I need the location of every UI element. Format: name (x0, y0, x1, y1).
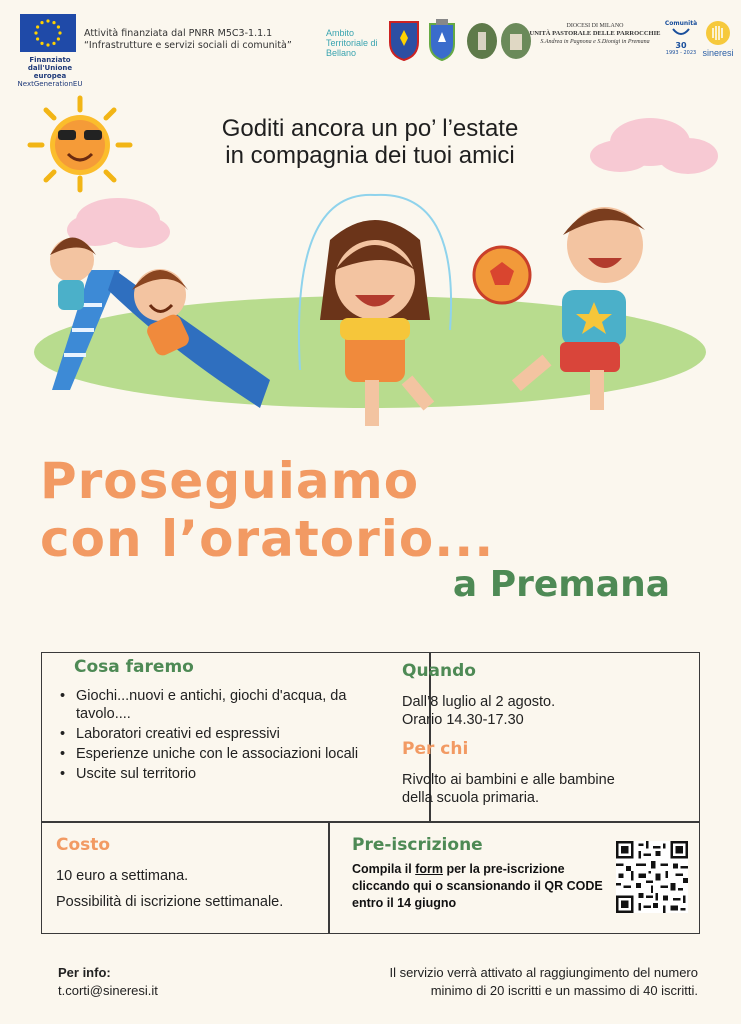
preiscrizione-text-after: per la pre-iscrizione cliccando qui o scansionando il QR CODE entro il 14 giugno (352, 862, 603, 910)
eu-caption-line1: Finanziato (29, 56, 71, 64)
headline-line2: con l’oratorio... (40, 510, 495, 568)
sun-icon (30, 98, 130, 190)
eu-stars-icon (20, 14, 76, 52)
pnrr-line1: Attività finanziata dal PNRR M5C3-1.1.1 (84, 28, 273, 39)
quando-title: Quando (402, 661, 476, 681)
pastorale-line3: S.Andrea in Pagnona e S.Dionigi in Premana (540, 39, 650, 45)
qr-code-icon[interactable] (616, 841, 688, 913)
preiscrizione-text-before: Compila il (352, 862, 416, 876)
info-grid (41, 652, 700, 934)
eu-caption-line2: dall'Unione europea (27, 64, 73, 80)
comunita-years: 30 (675, 41, 687, 50)
list-item: • Giochi...nuovi e antichi, giochi d'acqua, da tavolo.... (56, 687, 402, 723)
cloud-left-icon (67, 198, 170, 248)
costo-title: Costo (56, 835, 111, 855)
activation-note-line2: minimo di 20 iscritti e un massimo di 40 iscritti. (430, 983, 698, 998)
per-info (58, 964, 158, 1000)
activation-note (300, 964, 698, 1000)
premana-crest-icon (424, 18, 460, 62)
sineresi-label: sineresi (702, 48, 734, 58)
quando-hours: Orario 14.30-17.30 (402, 712, 524, 728)
comunita-arc-icon (671, 27, 691, 39)
per-chi-line2: della scuola primaria. (402, 790, 540, 806)
costo-weekly-note: Possibilità di iscrizione settimanale. (56, 894, 284, 910)
quando-text (402, 693, 682, 729)
comunita-range: 1993 - 2023 (665, 50, 697, 56)
grid-divider-horizontal (42, 821, 699, 823)
eu-caption-line3: NextGenerationEU (17, 80, 83, 88)
comunita-logo (664, 20, 698, 64)
sineresi-sun-icon (705, 20, 731, 46)
church-photo-1-icon (466, 22, 498, 60)
per-chi-text (402, 771, 692, 807)
pnrr-line2: “Infrastrutture e servizi sociali di comunità” (84, 40, 292, 51)
form-link[interactable]: form (415, 862, 443, 876)
eu-flag-logo (20, 14, 76, 52)
grid-divider-vertical-bottom (328, 821, 330, 933)
per-chi-title: Per chi (402, 739, 469, 759)
cosa-faremo-list (56, 687, 402, 785)
list-item: • Laboratori creativi ed espressivi (56, 725, 402, 743)
ambito-logo: Ambito Territoriale di Bellano (326, 28, 378, 58)
preiscrizione-text (352, 861, 610, 912)
comunita-label: Comunità (664, 20, 698, 27)
list-item: • Esperienze uniche con le associazioni locali (56, 745, 402, 763)
cloud-right-icon (590, 118, 718, 174)
preiscrizione-title: Pre-iscrizione (352, 835, 483, 855)
pastorale-line1: DIOCESI DI MILANO (566, 23, 624, 29)
headline (40, 452, 720, 606)
pastorale-logo (528, 22, 662, 60)
municipal-crest-icon (388, 20, 420, 62)
headline-line1: Proseguiamo (40, 452, 420, 510)
headline-line3: a Premana (452, 564, 670, 605)
list-item: • Uscite sul territorio (56, 765, 402, 783)
sineresi-logo (702, 20, 734, 58)
eu-caption (14, 56, 86, 88)
pnrr-text (84, 28, 292, 52)
pastorale-line2: UNITÀ PASTORALE DELLE PARROCCHIE (529, 30, 661, 37)
per-info-label: Per info: (58, 965, 111, 980)
tagline-line2: in compagnia dei tuoi amici (225, 142, 515, 169)
tagline-line1: Goditi ancora un po’ l’estate (221, 115, 519, 142)
ball-icon (474, 247, 530, 303)
quando-dates: Dall’8 luglio al 2 agosto. (402, 694, 556, 710)
activation-note-line1: Il servizio verrà attivato al raggiungimento del numero (389, 965, 698, 980)
costo-price: 10 euro a settimana. (56, 868, 189, 884)
contact-email-link[interactable]: t.corti@sineresi.it (58, 983, 158, 998)
illustration (0, 90, 741, 450)
per-chi-line1: Rivolto ai bambini e alle bambine (402, 772, 615, 788)
cosa-faremo-title: Cosa faremo (74, 657, 194, 677)
